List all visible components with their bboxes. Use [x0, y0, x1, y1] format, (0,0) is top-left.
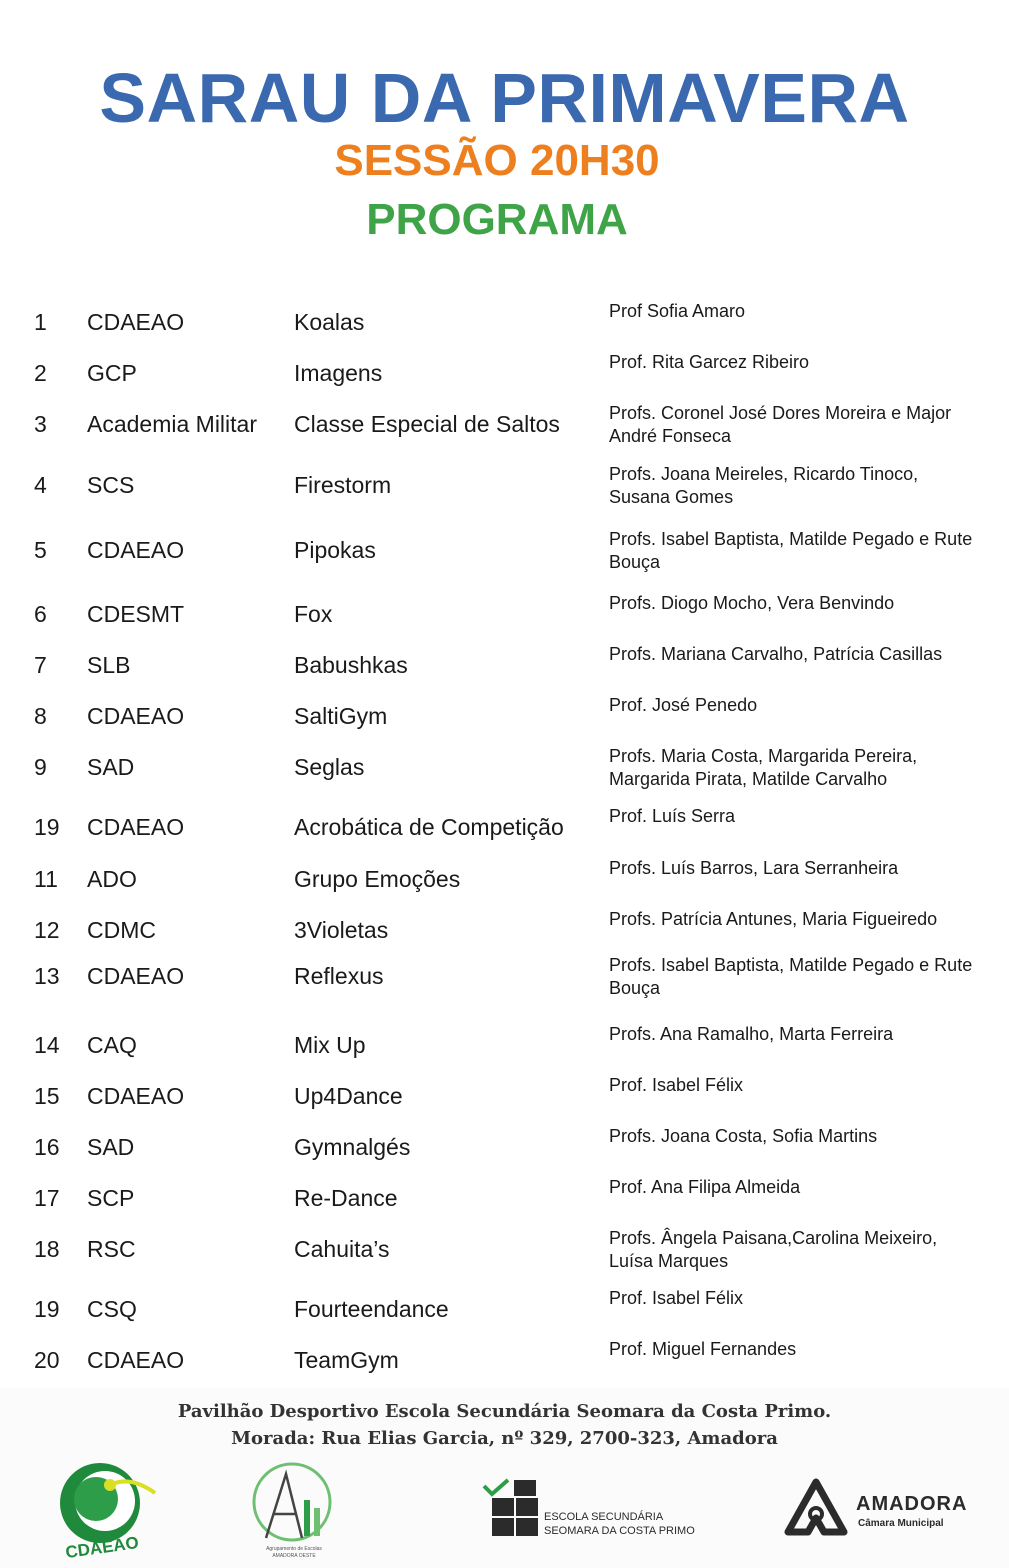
row-act: Pipokas: [294, 537, 376, 563]
row-professors: Profs. Diogo Mocho, Vera Benvindo: [609, 593, 895, 613]
row-professors: Profs. Mariana Carvalho, Patrícia Casillas: [609, 644, 943, 664]
row-number: 18: [34, 1236, 60, 1262]
row-professors: Profs. Joana Meireles, Ricardo Tinoco, Susana Gomes: [609, 464, 919, 507]
row-club: CAQ: [87, 1032, 137, 1058]
row-number: 11: [34, 866, 58, 892]
row-club: SAD: [87, 1134, 135, 1160]
row-professors: Prof. Miguel Fernandes: [609, 1339, 797, 1359]
row-professors: Profs. Patrícia Antunes, Maria Figueiredo: [609, 909, 938, 929]
row-professors: Profs. Ângela Paisana,Carolina Meixeiro, Luísa Marques: [609, 1228, 938, 1271]
row-act: Acrobática de Competição: [294, 814, 564, 840]
program-heading: PROGRAMA: [366, 195, 628, 244]
row-professors: Profs. Isabel Baptista, Matilde Pegado e Rute Bouça: [609, 955, 973, 998]
svg-text:Agrupamento de Escolas: Agrupamento de Escolas: [266, 1546, 322, 1552]
row-professors: Profs. Luís Barros, Lara Serranheira: [609, 858, 899, 878]
row-club: CDAEAO: [87, 703, 185, 729]
row-number: 6: [34, 601, 47, 627]
row-number: 14: [34, 1032, 60, 1058]
row-club: CDAEAO: [87, 814, 185, 840]
row-professors: Profs. Isabel Baptista, Matilde Pegado e Rute Bouça: [609, 529, 973, 572]
row-club: SCS: [87, 472, 135, 498]
row-professors: Prof Sofia Amaro: [609, 301, 746, 321]
row-act: SaltiGym: [294, 703, 388, 729]
row-number: 3: [34, 411, 47, 437]
cdaeao-logo: [50, 1455, 162, 1560]
row-act: Seglas: [294, 754, 365, 780]
row-number: 17: [34, 1185, 60, 1211]
row-club: CSQ: [87, 1296, 137, 1322]
row-club: CDAEAO: [87, 309, 185, 335]
row-number: 13: [34, 963, 60, 989]
svg-text:AMADORA: AMADORA: [856, 1493, 968, 1515]
row-act: Fourteendance: [294, 1296, 449, 1322]
row-professors: Profs. Joana Costa, Sofia Martins: [609, 1126, 878, 1146]
row-act: Babushkas: [294, 652, 408, 678]
row-professors: Prof. Rita Garcez Ribeiro: [609, 352, 810, 372]
row-professors: Prof. Luís Serra: [609, 806, 736, 826]
row-club: Academia Militar: [87, 411, 257, 437]
row-club: RSC: [87, 1236, 136, 1262]
row-professors: Prof. Isabel Félix: [609, 1288, 744, 1308]
row-club: CDESMT: [87, 601, 185, 627]
venue-name: Pavilhão Desportivo Escola Secundária Seomara da Costa Primo.: [177, 1401, 832, 1422]
row-club: SLB: [87, 652, 131, 678]
row-club: GCP: [87, 360, 137, 386]
row-number: 7: [34, 652, 47, 678]
row-number: 1: [34, 309, 47, 335]
agrupamento-logo: [244, 1460, 344, 1560]
row-number: 20: [34, 1347, 60, 1373]
row-club: CDAEAO: [87, 537, 185, 563]
row-number: 15: [34, 1083, 60, 1109]
row-club: ADO: [87, 866, 137, 892]
row-professors: Profs. Maria Costa, Margarida Pereira, Margarida Pirata, Matilde Carvalho: [609, 746, 918, 789]
row-club: SAD: [87, 754, 135, 780]
row-act: Cahuita’s: [294, 1236, 390, 1262]
row-number: 2: [34, 360, 47, 386]
row-club: SCP: [87, 1185, 135, 1211]
svg-text:Câmara Municipal: Câmara Municipal: [858, 1518, 944, 1529]
row-number: 16: [34, 1134, 60, 1160]
row-professors: Prof. Isabel Félix: [609, 1075, 744, 1095]
row-number: 5: [34, 537, 47, 563]
row-act: Gymnalgés: [294, 1134, 411, 1160]
row-club: CDAEAO: [87, 963, 185, 989]
row-number: 19: [34, 814, 60, 840]
venue-address: Morada: Rua Elias Garcia, nº 329, 2700-323, Amadora: [231, 1428, 778, 1449]
row-professors: Prof. Ana Filipa Almeida: [609, 1177, 801, 1197]
row-act: Imagens: [294, 360, 383, 386]
session-subtitle: SESSÃO 20H30: [334, 136, 660, 185]
row-act: Grupo Emoções: [294, 866, 461, 892]
row-number: 4: [34, 472, 47, 498]
svg-text:SEOMARA DA COSTA PRIMO: SEOMARA DA COSTA PRIMO: [544, 1525, 695, 1537]
escola-logo: [482, 1478, 722, 1540]
row-act: Fox: [294, 601, 333, 627]
row-number: 12: [34, 917, 60, 943]
row-act: Koalas: [294, 309, 365, 335]
row-club: CDAEAO: [87, 1083, 185, 1109]
row-act: Re-Dance: [294, 1185, 398, 1211]
venue-info: [0, 1398, 1009, 1452]
row-act: 3Violetas: [294, 917, 389, 943]
row-number: 8: [34, 703, 47, 729]
row-act: Up4Dance: [294, 1083, 403, 1109]
row-club: CDAEAO: [87, 1347, 185, 1373]
row-number: 9: [34, 754, 47, 780]
row-act: Firestorm: [294, 472, 392, 498]
row-act: TeamGym: [294, 1347, 399, 1373]
row-act: Reflexus: [294, 963, 384, 989]
row-number: 19: [34, 1296, 60, 1322]
row-professors: Profs. Coronel José Dores Moreira e Major André Fonseca: [609, 403, 952, 446]
amadora-logo: [784, 1478, 974, 1540]
row-professors: Prof. José Penedo: [609, 695, 758, 715]
row-professors: Profs. Ana Ramalho, Marta Ferreira: [609, 1024, 894, 1044]
page-title: SARAU DA PRIMAVERA: [99, 59, 910, 137]
row-act: Classe Especial de Saltos: [294, 411, 560, 437]
svg-text:AMADORA OESTE: AMADORA OESTE: [272, 1553, 316, 1559]
svg-text:ESCOLA SECUNDÁRIA: ESCOLA SECUNDÁRIA: [544, 1511, 664, 1523]
row-act: Mix Up: [294, 1032, 366, 1058]
svg-text:CDAEAO: CDAEAO: [64, 1532, 140, 1560]
row-club: CDMC: [87, 917, 156, 943]
